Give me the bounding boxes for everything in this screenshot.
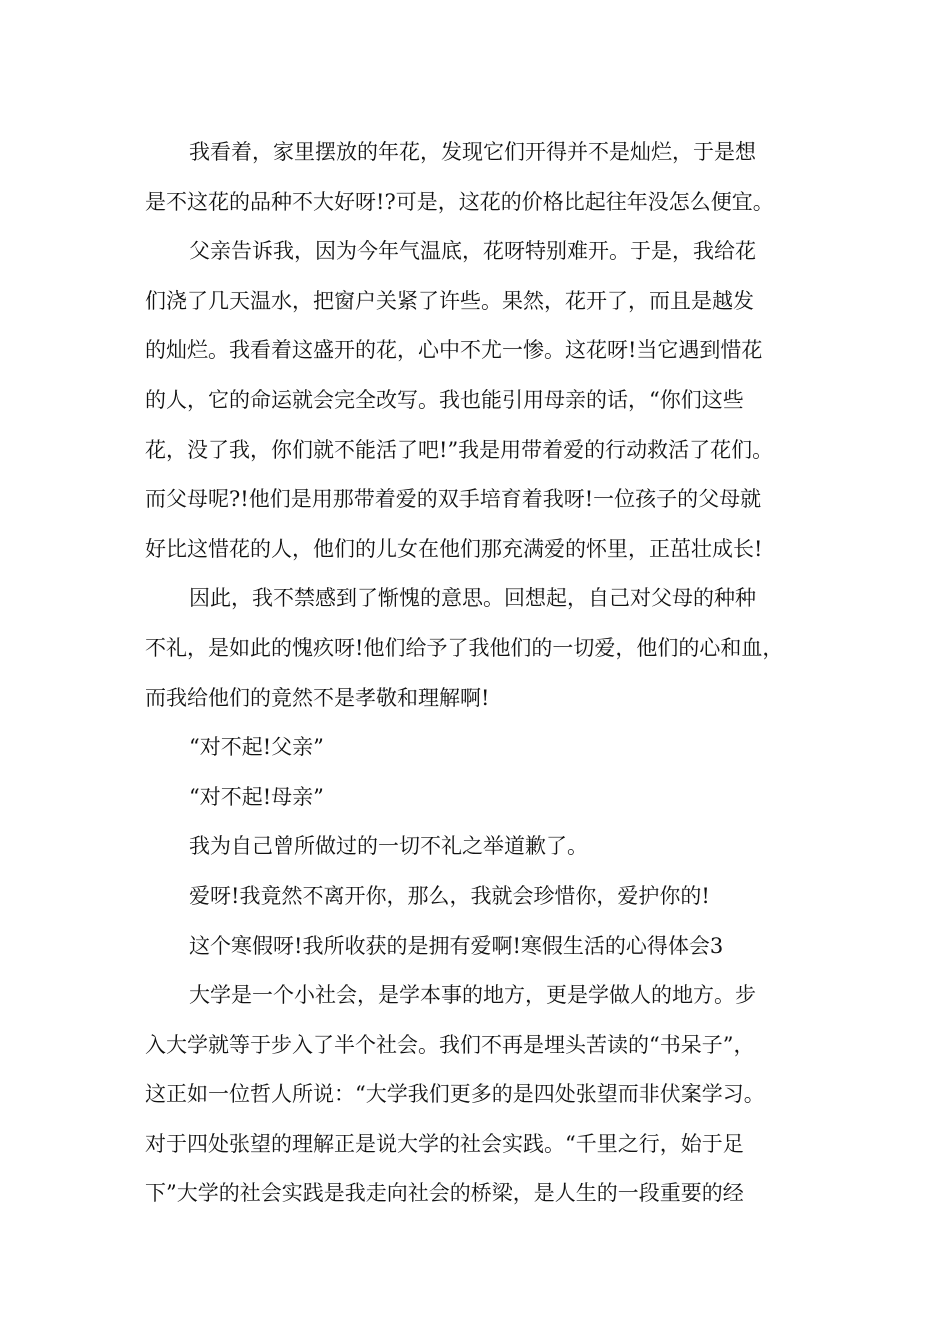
text-line: 大学是一个小社会，是学本事的地方，更是学做人的地方。步 <box>189 983 756 1008</box>
text-line: 们浇了几天温水，把窗户关紧了许些。果然，花开了，而且是越发 <box>145 288 754 313</box>
text-line: 好比这惜花的人，他们的儿女在他们那充满爱的怀里，正茁壮成长! <box>145 536 763 561</box>
text-line: 我为自己曾所做过的一切不礼之举道歉了。 <box>189 834 588 859</box>
text-line: 是不这花的品种不大好呀!?可是，这花的价格比起往年没怎么便宜。 <box>145 189 774 214</box>
text-line: “对不起!父亲” <box>189 735 324 760</box>
text-line: 不礼，是如此的愧疚呀!他们给予了我他们的一切爱，他们的心和血， <box>145 635 784 660</box>
text-line: 的灿烂。我看着这盛开的花，心中不尤一惨。这花呀!当它遇到惜花 <box>145 338 763 363</box>
text-line: 的人，它的命运就会完全改写。我也能引用母亲的话，“你们这些 <box>145 387 744 412</box>
text-line: 对于四处张望的理解正是说大学的社会实践。“千里之行，始于足 <box>145 1131 744 1156</box>
document-body <box>145 128 825 1219</box>
text-line: 而父母呢?!他们是用那带着爱的双手培育着我呀!一位孩子的父母就 <box>145 487 762 512</box>
text-line: 这个寒假呀!我所收获的是拥有爱啊!寒假生活的心得体会3 <box>189 933 724 958</box>
text-line: 我看着，家里摆放的年花，发现它们开得并不是灿烂，于是想 <box>189 140 756 164</box>
text-line: 父亲告诉我，因为今年气温底，花呀特别难开。于是，我给花 <box>189 239 756 264</box>
text-line: 爱呀!我竟然不离开你，那么，我就会珍惜你，爱护你的! <box>189 883 710 908</box>
text-line: “对不起!母亲” <box>189 784 324 809</box>
text-line: 花，没了我，你们就不能活了吧!”我是用带着爱的行动救活了花们。 <box>145 437 774 462</box>
text-line: 因此，我不禁感到了惭愧的意思。回想起，自己对父母的种种 <box>189 586 756 611</box>
text-line: 下”大学的社会实践是我走向社会的桥梁，是人生的一段重要的经 <box>145 1181 744 1206</box>
text-line: 这正如一位哲人所说：“大学我们更多的是四处张望而非伏案学习。 <box>145 1082 765 1107</box>
text-line: 而我给他们的竟然不是孝敬和理解啊! <box>145 685 490 710</box>
text-line: 入大学就等于步入了半个社会。我们不再是埋头苦读的“书呆子”， <box>145 1032 755 1057</box>
